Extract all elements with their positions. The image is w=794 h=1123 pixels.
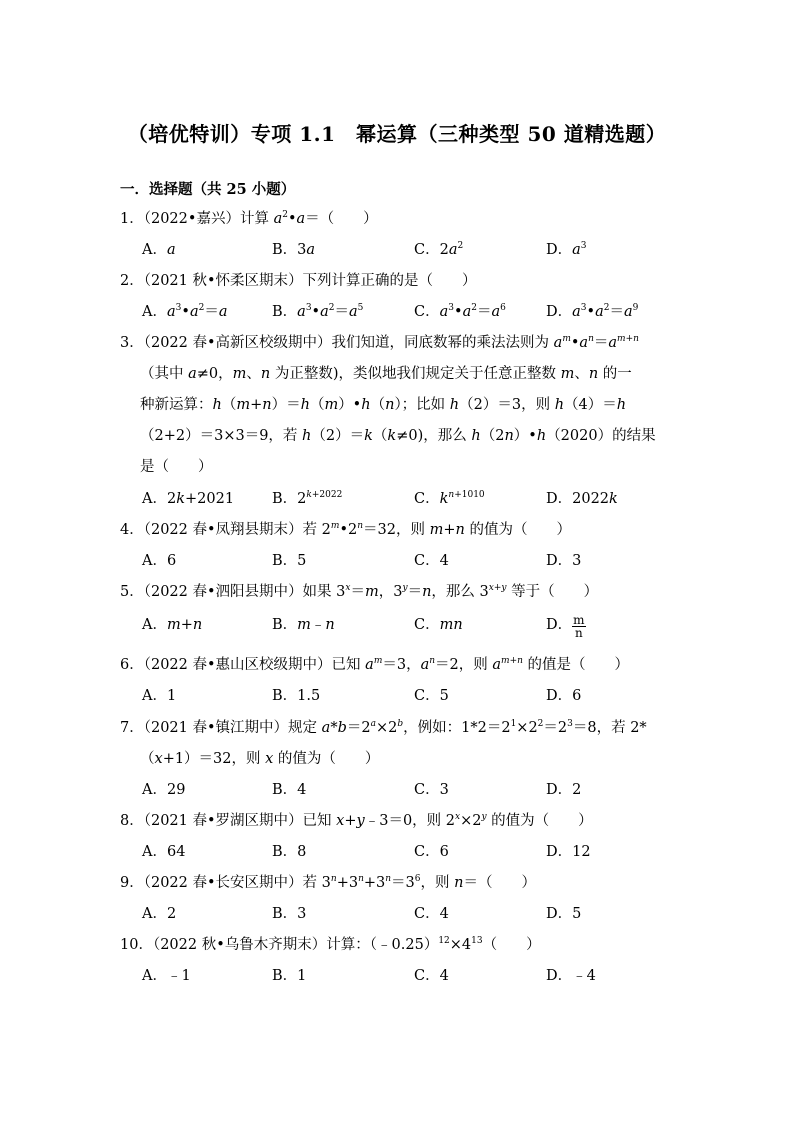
option-d: D．6 bbox=[546, 688, 582, 704]
option-c: C．mn bbox=[414, 617, 463, 633]
option-d: D．3 bbox=[546, 553, 582, 569]
option-b: B．8 bbox=[272, 844, 307, 860]
options-4 bbox=[142, 546, 682, 577]
question-9: 9．（2022 春•长安区期中）若 $3^n+3^n+3^n=3^6$，则 n＝（ ） bbox=[120, 874, 536, 891]
option-b: B．1.5 bbox=[272, 688, 321, 704]
options-9 bbox=[142, 899, 682, 930]
question-1: 1．（2022•嘉兴）计算 $a^2•a=$（ ） bbox=[120, 210, 378, 227]
option-b: B．m﹣n bbox=[272, 617, 335, 633]
option-b: B．4 bbox=[272, 782, 307, 798]
option-b: B．$2^{k+2022}$ bbox=[272, 490, 343, 507]
question-5: 5．（2022 春•泗阳县期中）如果 $3^x=m$，$3^y=n$，那么 $3^{x+y}$ 等于（ ） bbox=[120, 583, 599, 600]
fraction: $\frac{m}{n}$ bbox=[573, 613, 585, 640]
question-2: 2．（2021 秋•怀柔区期末）下列计算正确的是（ ） bbox=[120, 273, 477, 289]
question-7: 7．（2021 春•镇江期中）规定 $a*b=2^a\times 2^b$，例如：$1*2=2^1\times 2^2=2^3=8$，若 2* （x+1）＝32，则 x 的值为（ ） bbox=[120, 719, 647, 767]
options-3 bbox=[142, 484, 682, 515]
option-c: C．6 bbox=[414, 844, 449, 860]
option-c: C．$k^{n+1010}$ bbox=[414, 490, 485, 507]
option-a: A．﹣1 bbox=[142, 968, 191, 984]
question-3: 3．（2022 春•高新区校级期中）我们知道，同底数幂的乘法法则为 $a^m•a^n=a^{m+n}$ （其中 a≠0，m、n 为正整数)，类似地我们规定关于任意正整数 m、n 的一 种新运算：h（m+n）＝h（m）•h（n）；比如 h（2）＝3，则 h（4）＝h （2+2）＝3×3＝9，若 h（2）＝k（k≠0)，那么 h（2n）•h（2020）的结果 是（ ） bbox=[120, 334, 656, 475]
option-d: D．$a^3•a^2=a^9$ bbox=[546, 303, 639, 320]
option-a: A．$a^3•a^2=a$ bbox=[142, 303, 228, 320]
options-10 bbox=[142, 961, 682, 992]
option-b: B．5 bbox=[272, 553, 307, 569]
option-a: A．2k+2021 bbox=[142, 491, 235, 507]
option-c: C．5 bbox=[414, 688, 449, 704]
option-a: A．2 bbox=[142, 906, 177, 922]
option-b: B．3a bbox=[272, 242, 316, 258]
option-d: D．12 bbox=[546, 844, 591, 860]
option-c: C．4 bbox=[414, 553, 449, 569]
option-d: D．5 bbox=[546, 906, 582, 922]
section-heading: 一．选择题（共 25 小题） bbox=[120, 181, 296, 198]
option-a: A．m+n bbox=[142, 617, 203, 633]
options-2 bbox=[142, 297, 682, 328]
options-7 bbox=[142, 775, 682, 806]
option-a: A．29 bbox=[142, 782, 186, 798]
option-d: D．2022k bbox=[546, 491, 618, 507]
option-d: D．2 bbox=[546, 782, 582, 798]
question-6: 6．（2022 春•惠山区校级期中）已知 $a^m=3$，$a^n=2$，则 $a^{m+n}$ 的值是（ ） bbox=[120, 656, 630, 673]
option-b: B．$a^3•a^2=a^5$ bbox=[272, 303, 364, 320]
option-b: B．1 bbox=[272, 968, 307, 984]
option-c: C．3 bbox=[414, 782, 449, 798]
options-5 bbox=[142, 610, 682, 641]
options-6 bbox=[142, 681, 682, 712]
option-a: A．a bbox=[142, 242, 176, 258]
option-c: C．$2a^2$ bbox=[414, 241, 464, 258]
option-c: C．4 bbox=[414, 906, 449, 922]
option-a: A．1 bbox=[142, 688, 177, 704]
option-d: D．﹣4 bbox=[546, 968, 596, 984]
option-a: A．64 bbox=[142, 844, 186, 860]
question-8: 8．（2021 春•罗湖区期中）已知 x+y﹣3＝0，则 $2^x\times 2^y$ 的值为（ ） bbox=[120, 812, 593, 829]
page-title: （培优特训）专项 1.1 幂运算（三种类型 50 道精选题） bbox=[127, 122, 667, 146]
option-a: A．6 bbox=[142, 553, 177, 569]
option-d: D．$a^3$ bbox=[546, 241, 587, 258]
option-c: C．$a^3•a^2=a^6$ bbox=[414, 303, 506, 320]
question-10: 10．（2022 秋•乌鲁木齐期末）计算：$(﹣0.25)^{12}\times 4^{13}$（ ） bbox=[120, 936, 541, 953]
option-d: D． $\frac{m}{n}$ bbox=[546, 613, 585, 640]
options-8 bbox=[142, 837, 682, 868]
option-c: C．4 bbox=[414, 968, 449, 984]
option-b: B．3 bbox=[272, 906, 307, 922]
question-4: 4．（2022 春•凤翔县期末）若 $2^m•2^n=32$，则 m+n 的值为（ ） bbox=[120, 521, 571, 538]
options-1 bbox=[142, 235, 682, 266]
